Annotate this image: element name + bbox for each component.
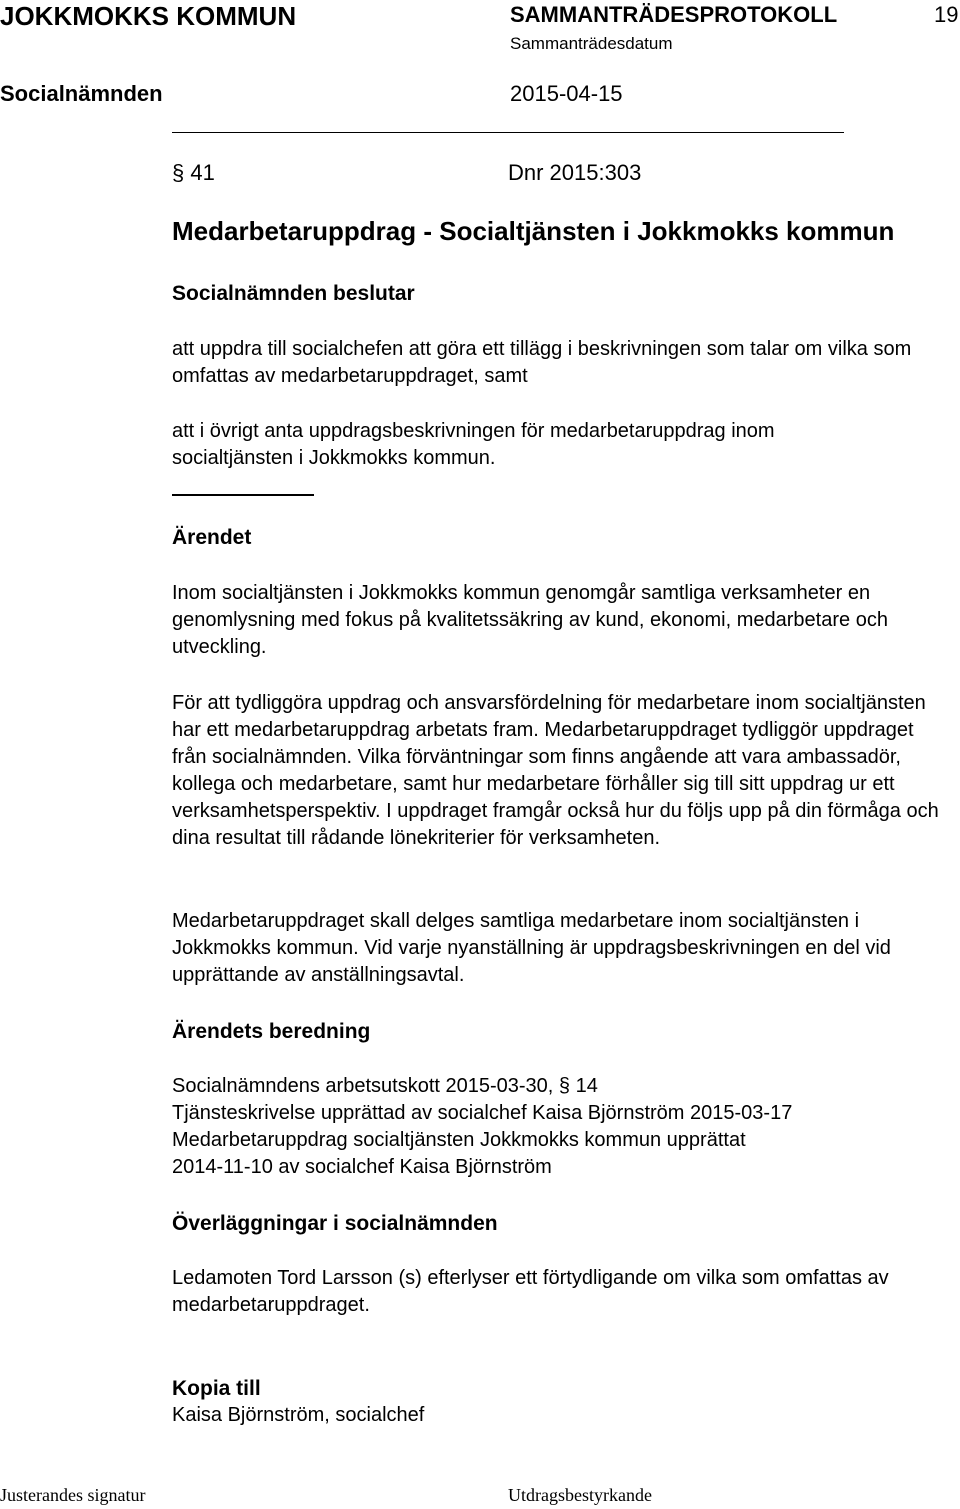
section-number-value: 41 — [190, 160, 215, 185]
decision-end-rule — [172, 494, 314, 496]
municipality-name: JOKKMOKKS KOMMUN — [0, 1, 297, 31]
decision-item-2 — [172, 418, 892, 472]
page-title: Medarbetaruppdrag - Socialtjänsten i Jokkmokks kommun — [172, 216, 895, 246]
copy-heading-text: Kopia till — [172, 1377, 261, 1400]
preparation-list — [172, 1073, 952, 1181]
meeting-date-label: Sammanträdesdatum — [510, 34, 673, 53]
copy-recipient — [172, 1402, 952, 1429]
preparation-heading-text: Ärendets beredning — [172, 1020, 371, 1043]
registration-number: Dnr 2015:303 — [508, 160, 642, 185]
preparation-heading — [172, 1018, 952, 1045]
paragraph-text: Medarbetaruppdraget skall delges samtliga medarbetare inom socialtjänsten i Jokkmokks kommun. Vid varje nyanställning är uppdragsbeskrivningen en del vid upprättande av anställningsavtal. — [172, 910, 891, 986]
section-symbol: § — [172, 160, 185, 185]
page-number: 19 — [934, 2, 959, 27]
decision-heading — [172, 280, 952, 307]
matter-paragraph-2 — [172, 690, 952, 852]
header-divider — [172, 132, 844, 133]
preparation-line: Tjänsteskrivelse upprättad av socialchef Kaisa Björnström 2015-03-17 — [172, 1102, 793, 1124]
matter-heading-text: Ärendet — [172, 526, 252, 549]
paragraph-text: För att tydliggöra uppdrag och ansvarsfördelning för medarbetare inom socialtjänsten har ett medarbetaruppdrag arbetats fram. Medarbetaruppdraget tydliggör uppdraget från socialnämnden. Vilka förväntningar som finns angående att vara ambassadör, kollega och medarbetare, samt hur medarbetare förhåller sig till sitt uppdrag ur ett verksamhetsperspektiv. I uppdraget framgår också hur du följs upp på din förmåga och dina resultat till rådande lönekriterier för verksamheten. — [172, 692, 939, 849]
preparation-line: 2014-11-10 av socialchef Kaisa Björnström — [172, 1156, 552, 1178]
matter-paragraph-1 — [172, 580, 932, 661]
matter-paragraph-3 — [172, 908, 892, 989]
decision-heading-text: Socialnämnden beslutar — [172, 282, 415, 305]
decision-item-text: att uppdra till socialchefen att göra ett tillägg i beskrivningen som talar om vilka som omfattas av medarbetaruppdraget, samt — [172, 338, 912, 387]
copy-recipient-text: Kaisa Björnström, socialchef — [172, 1404, 425, 1426]
deliberation-heading — [172, 1210, 952, 1237]
protocol-title: SAMMANTRÄDESPROTOKOLL — [510, 2, 838, 27]
paragraph-text: Ledamoten Tord Larsson (s) efterlyser ett förtydligande om vilka som omfattas av medarbetaruppdraget. — [172, 1267, 889, 1316]
board-name: Socialnämnden — [0, 81, 163, 106]
extract-label: Utdragsbestyrkande — [508, 1485, 652, 1505]
section-number — [172, 159, 215, 187]
signature-label: Justerandes signatur — [0, 1485, 146, 1505]
decision-item-text: att i övrigt anta uppdragsbeskrivningen för medarbetaruppdrag inom socialtjänsten i Jokkmokks kommun. — [172, 420, 775, 469]
matter-heading — [172, 524, 952, 551]
preparation-line: Medarbetaruppdrag socialtjänsten Jokkmokks kommun upprättat — [172, 1129, 746, 1151]
paragraph-text: Inom socialtjänsten i Jokkmokks kommun genomgår samtliga verksamheter en genomlysning med fokus på kvalitetssäkring av kund, ekonomi, medarbetare och utveckling. — [172, 582, 888, 658]
preparation-line: Socialnämndens arbetsutskott 2015-03-30, § 14 — [172, 1075, 598, 1097]
copy-heading — [172, 1375, 952, 1402]
decision-item-1 — [172, 336, 952, 390]
meeting-date: 2015-04-15 — [510, 81, 623, 106]
deliberation-heading-text: Överläggningar i socialnämnden — [172, 1212, 498, 1235]
deliberation-text — [172, 1265, 912, 1319]
